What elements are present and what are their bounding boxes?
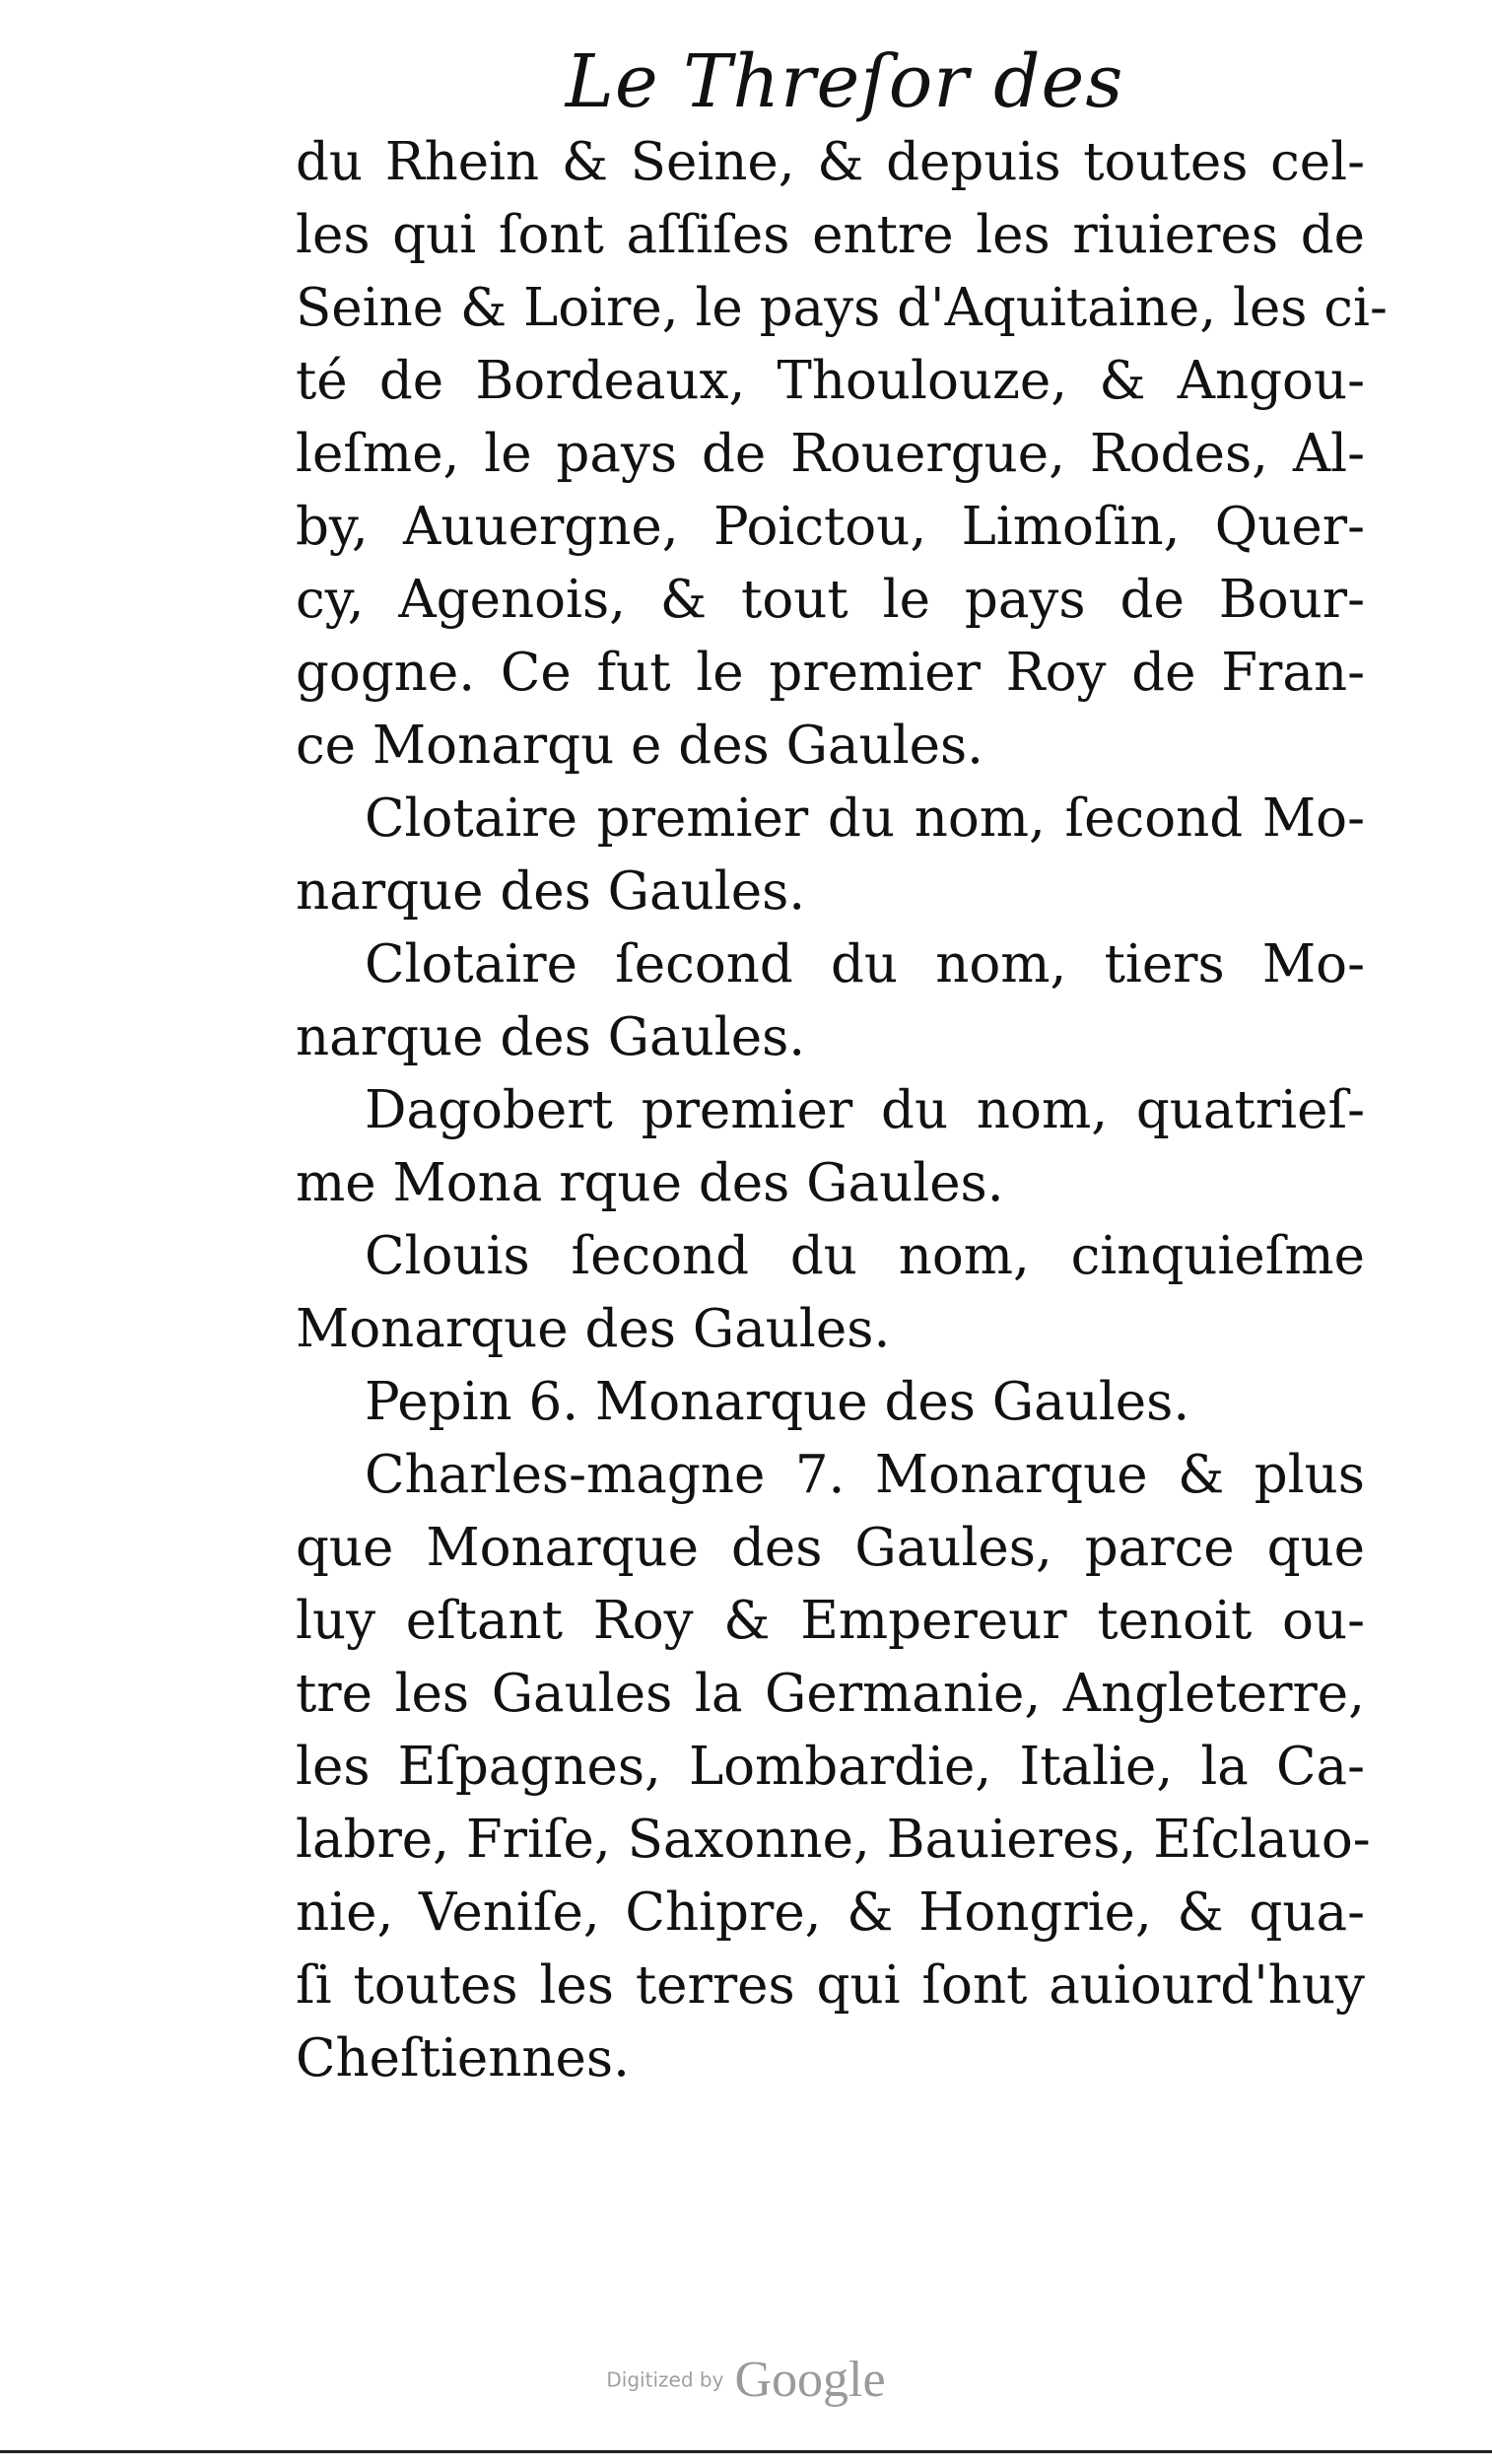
text-line: nie, Veniſe, Chipre, & Hongrie, & qua- xyxy=(296,1882,1365,1943)
digitization-footer xyxy=(0,2351,1492,2409)
text-line: les qui ſont aſſiſes entre les riuieres de xyxy=(296,205,1365,265)
text-line: ſi toutes les terres qui ſont auiourd'huy xyxy=(296,1955,1365,2016)
text-line: Seine & Loire, le pays d'Aquitaine, les ci- xyxy=(296,278,1388,338)
page-edge-rule xyxy=(0,2450,1492,2453)
text-line: ce Monarqu e des Gaules. xyxy=(296,716,984,776)
text-line: que Monarque des Gaules, parce que xyxy=(296,1518,1365,1578)
text-line: tre les Gaules la Germanie, Angleterre, xyxy=(296,1664,1365,1724)
text-line: narque des Gaules. xyxy=(296,1007,806,1067)
text-line: luy eſtant Roy & Empereur tenoit ou- xyxy=(296,1591,1365,1651)
running-head xyxy=(0,39,1492,124)
text-line: gogne. Ce fut le premier Roy de Fran- xyxy=(296,643,1365,703)
text-line: Monarque des Gaules. xyxy=(296,1299,891,1359)
google-logo: Google xyxy=(734,2352,886,2408)
text-line: by, Auuergne, Poictou, Limoſin, Quer- xyxy=(296,497,1365,557)
text-line: labre, Friſe, Saxonne, Bauieres, Eſclauo- xyxy=(296,1810,1371,1870)
text-line: Cheſtiennes. xyxy=(296,2028,630,2088)
text-line: cy, Agenois, & tout le pays de Bour- xyxy=(296,570,1365,630)
text-line: Charles-magne 7. Monarque & plus xyxy=(365,1445,1365,1505)
text-line: Dagobert premier du nom, quatrieſ- xyxy=(365,1080,1365,1140)
text-line: les Eſpagnes, Lombardie, Italie, la Ca- xyxy=(296,1737,1365,1797)
text-line: Clouis ſecond du nom, cinquieſme xyxy=(365,1226,1365,1286)
text-line: té de Bordeaux, Thoulouze, & Angou- xyxy=(296,351,1365,411)
body-text xyxy=(296,126,1388,2095)
text-line: me Mona rque des Gaules. xyxy=(296,1153,1004,1213)
text-line: Pepin 6. Monarque des Gaules. xyxy=(365,1372,1190,1432)
text-line: narque des Gaules. xyxy=(296,861,806,922)
text-line: Clotaire premier du nom, ſecond Mo- xyxy=(365,788,1365,849)
text-line: du Rhein & Seine, & depuis toutes cel- xyxy=(296,132,1365,192)
text-line: leſme, le pays de Rouergue, Rodes, Al- xyxy=(296,424,1365,484)
digitized-by-label: Digitized by xyxy=(606,2367,724,2392)
running-head-text: Le Threſor des xyxy=(565,39,1124,124)
text-line: Clotaire ſecond du nom, tiers Mo- xyxy=(365,934,1365,994)
